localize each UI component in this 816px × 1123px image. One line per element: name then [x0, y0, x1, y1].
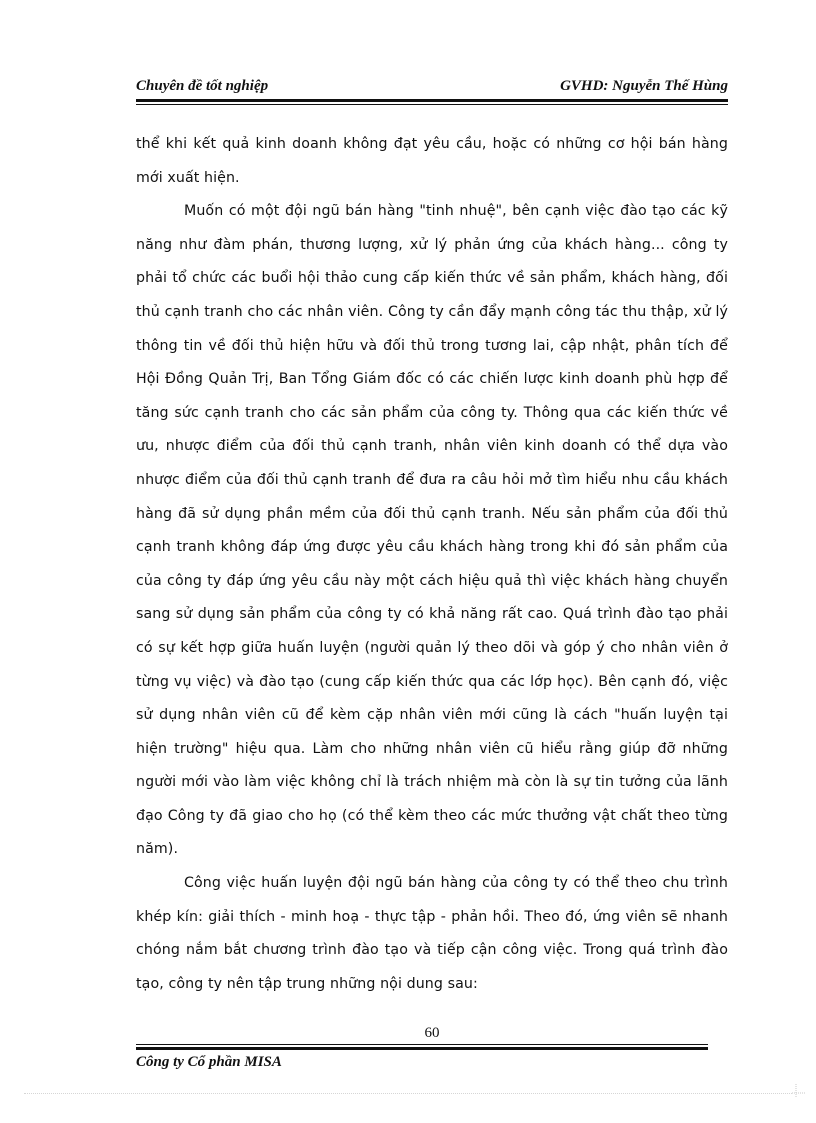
footer-rule-thick — [136, 1047, 708, 1050]
page-number: 60 — [424, 1025, 440, 1041]
paragraph-sales-team-training: Muốn có một đội ngũ bán hàng "tinh nhuệ", bên cạnh việc đào tạo các kỹ năng như đàm phán, thương lượng, xử lý phản ứng của khách hàng... công ty phải tổ chức các buổi hội thảo cung cấp kiến thức về sản phẩm, khách hàng, đối thủ cạnh tranh cho các nhân viên. Công ty cần đẩy mạnh công tác thu thập, xử lý thông tin về đối thủ hiện hữu và đối thủ trong tương lai, cập nhật, phân tích để Hội Đồng Quản Trị, Ban Tổng Giám đốc có các chiến lược kinh doanh phù hợp để tăng sức cạnh tranh cho các sản phẩm của công ty. Thông qua các kiến thức về ưu, nhược điểm của đối thủ cạnh tranh, nhân viên kinh doanh có thể dựa vào nhược điểm của đối thủ cạnh tranh để đưa ra câu hỏi mở tìm hiểu nhu cầu khách hàng đã sử dụng phần mềm của đối thủ cạnh tranh. Nếu sản phẩm của đối thủ cạnh tranh không đáp ứng được yêu cầu khách hàng trong khi đó sản phẩm của của công ty đáp ứng yêu cầu này một cách hiệu quả thì việc khách hàng chuyển sang sử dụng sản phẩm của công ty có khả năng rất cao. Quá trình đào tạo phải có sự kết hợp giữa huấn luyện (người quản lý theo dõi và góp ý cho nhân viên ở từng vụ việc) và đào tạo (cung cấp kiến thức qua các lớp học). Bên cạnh đó, việc sử dụng nhân viên cũ để kèm cặp nhân viên mới cũng là cách "huấn luyện tại hiện trường" hiệu qua. Làm cho những nhân viên cũ hiểu rằng giúp đỡ những người mới vào làm việc không chỉ là trách nhiệm mà còn là sự tin tưởng của lãnh đạo Công ty đã giao cho họ (có thể kèm theo các mức thưởng vật chất theo từng năm). — [136, 203, 728, 858]
page-header — [136, 76, 728, 100]
header-rule-thick — [136, 99, 728, 102]
header-title: Chuyên đề tốt nghiệp — [136, 78, 269, 94]
footer-company: Công ty Cổ phần MISA — [136, 1054, 282, 1070]
header-supervisor: GVHD: Nguyễn Thế Hùng — [560, 78, 728, 94]
header-rule-thin — [136, 104, 728, 105]
paragraph-training-cycle: Công việc huấn luyện đội ngũ bán hàng của công ty có thể theo chu trình khép kín: giải thích - minh hoạ - thực tập - phản hồi. Theo đó, ứng viên sẽ nhanh chóng nắm bắt chương trình đào tạo và tiếp cận công việc. Trong quá trình đào tạo, công ty nên tập trung những nội dung sau: — [136, 875, 728, 992]
page-bottom-edge — [24, 1093, 792, 1094]
footer-rule-thin — [136, 1044, 708, 1045]
body-text — [136, 128, 728, 1001]
paragraph-continuation: thể khi kết quả kinh doanh không đạt yêu cầu, hoặc có những cơ hội bán hàng mới xuất hiện. — [136, 136, 728, 186]
page-corner-mark — [792, 1084, 806, 1098]
